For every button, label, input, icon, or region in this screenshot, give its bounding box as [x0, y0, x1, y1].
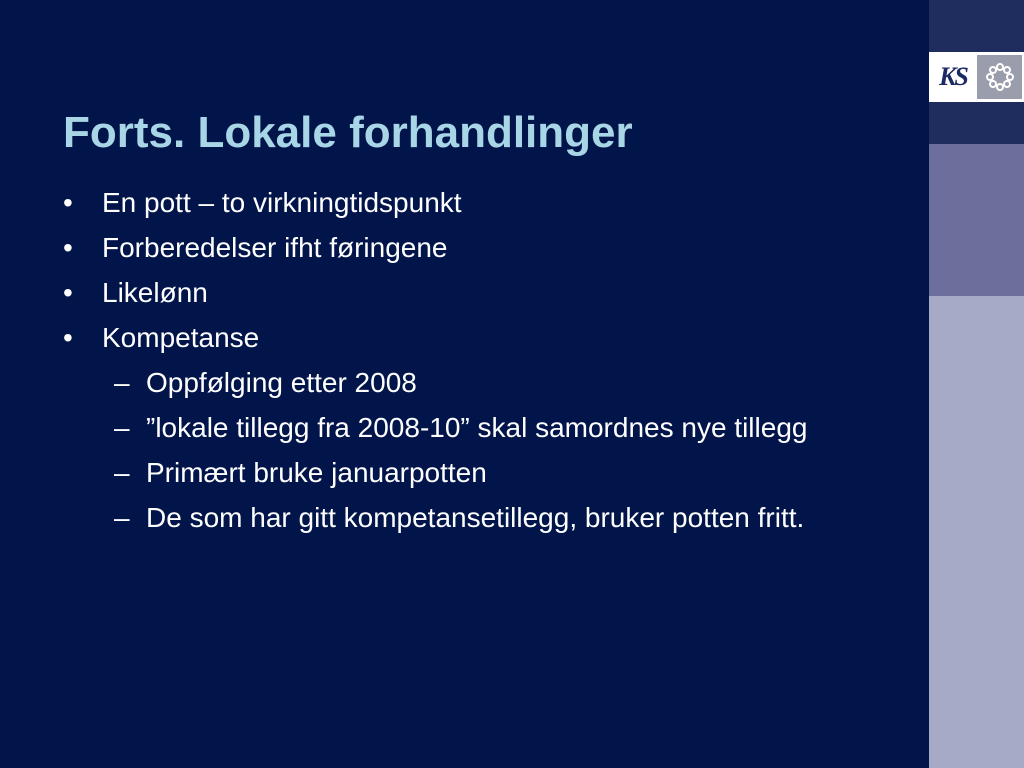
bullet-text: Likelønn [102, 277, 208, 308]
sub-bullet-item [0, 366, 929, 400]
bullet-item [0, 231, 929, 265]
ks-logo-icon [931, 55, 975, 99]
bullet-marker: • [63, 187, 73, 218]
sidebar-band-light [929, 296, 1024, 768]
slide-title: Forts. Lokale forhandlinger [63, 108, 633, 157]
sub-bullet-text: Primært bruke januarpotten [146, 457, 487, 488]
bullet-list [0, 186, 929, 546]
sub-bullet-item [0, 411, 929, 445]
sidebar-band-top [929, 0, 1024, 52]
ring-of-people-svg [985, 62, 1015, 92]
sidebar-band-dark [929, 102, 1024, 144]
sub-bullet-text: Oppfølging etter 2008 [146, 367, 417, 398]
decorative-sidebar [929, 0, 1024, 768]
bullet-marker: • [63, 232, 73, 263]
sub-bullet-item [0, 501, 929, 535]
bullet-item [0, 321, 929, 355]
sub-bullet-marker: – [114, 367, 130, 398]
sub-bullet-text: De som har gitt kompetansetillegg, bruker potten fritt. [146, 502, 805, 533]
bullet-item [0, 186, 929, 220]
bullet-text: Kompetanse [102, 322, 260, 353]
bullet-text: En pott – to virkningtidspunkt [102, 187, 462, 218]
sub-bullet-item [0, 456, 929, 490]
bullet-text: Forberedelser ifht føringene [102, 232, 448, 263]
sidebar-band-mid [929, 144, 1024, 296]
ring-of-people-icon [977, 55, 1022, 99]
sub-bullet-marker: – [114, 412, 130, 443]
bullet-marker: • [63, 277, 73, 308]
sub-bullet-marker: – [114, 502, 130, 533]
bullet-marker: • [63, 322, 73, 353]
bullet-item [0, 276, 929, 310]
sub-bullet-text: ”lokale tillegg fra 2008-10” skal samordnes nye tillegg [146, 412, 808, 443]
sub-bullet-marker: – [114, 457, 130, 488]
ks-logo-text: KS [939, 62, 967, 91]
